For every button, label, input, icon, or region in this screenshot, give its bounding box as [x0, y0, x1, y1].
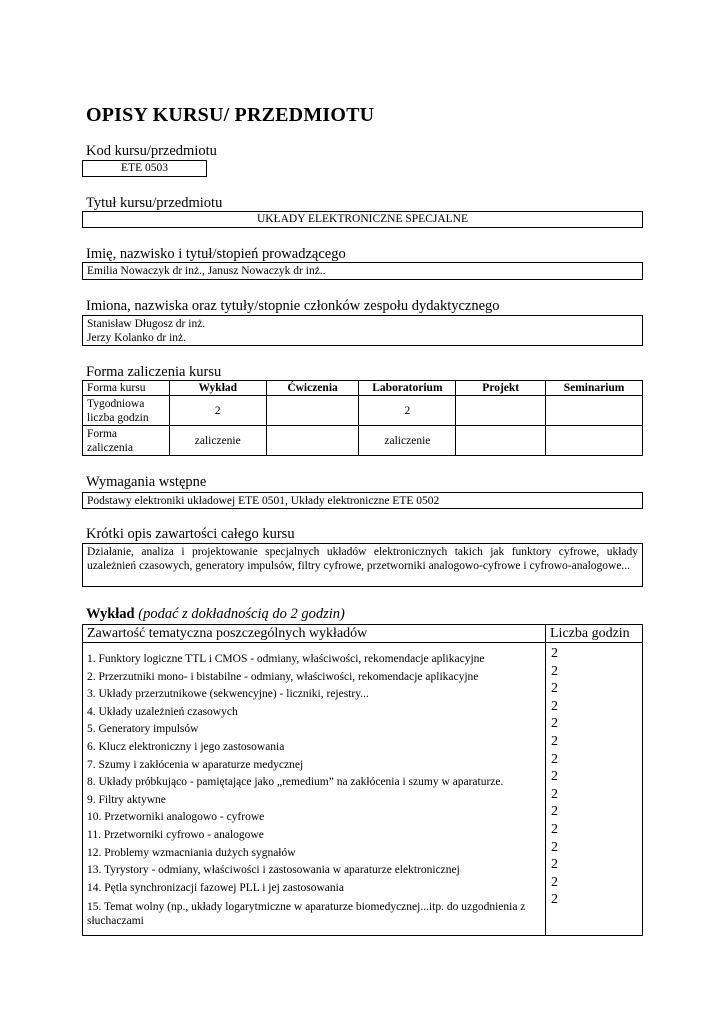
prerequisites-field [82, 492, 643, 509]
lecture-topic: 3. Układy przerzutnikowe (sekwencyjne) - liczniki, rejestry... [87, 688, 369, 701]
table-cell [266, 396, 359, 426]
lecture-hours: 2 [551, 857, 558, 873]
header-cell: Wykład [169, 381, 266, 396]
document-title: OPISY KURSU/ PRZEDMIOTU [86, 104, 375, 126]
table-cell: zaliczenie [359, 426, 456, 456]
team-label: Imiona, nazwiska oraz tytuły/stopnie członków zespołu dydaktycznego [86, 298, 500, 314]
lecture-hours: 2 [551, 892, 558, 908]
course-title-label: Tytuł kursu/przedmiotu [86, 195, 223, 211]
team-field [82, 315, 643, 346]
lectures-heading-bold: Wykład [86, 606, 135, 622]
lecture-hours: 2 [551, 751, 558, 767]
lecture-hours: 2 [551, 786, 558, 802]
lecture-topic: 8. Układy próbkująco - pamiętające jako „remedium” na zakłócenia i szumy w aparaturze. [87, 776, 504, 789]
lectures-heading [86, 606, 345, 623]
lecture-topic: 9. Filtry aktywne [87, 793, 166, 806]
course-code-field [82, 160, 207, 177]
lecture-topic: 11. Przetworniki cyfrowo - analogowe [87, 828, 264, 841]
lecture-topic: 12. Problemy wzmacniania dużych sygnałów [87, 846, 296, 859]
row-label: Tygodniowa liczba godzin [83, 396, 170, 426]
assessment-header-row [83, 381, 643, 396]
lecture-hours: 2 [551, 874, 558, 890]
hours-list [546, 643, 642, 935]
header-cell: Projekt [456, 381, 546, 396]
lecture-topic: 5. Generatory impulsów [87, 723, 199, 736]
course-code-label: Kod kursu/przedmiotu [86, 143, 217, 159]
lecture-topic: 14. Pętla synchronizacji fazowej PLL i jej zastosowania [87, 881, 344, 894]
lecture-topic: 6. Klucz elektroniczny i jego zastosowania [87, 740, 285, 753]
table-cell [546, 396, 643, 426]
prerequisites-value: Podstawy elektroniki układowej ETE 0501, Układy elektroniczne ETE 0502 [87, 495, 440, 507]
lecture-topic: 7. Szumy i zakłócenia w aparaturze medycznej [87, 758, 304, 771]
course-title-value: UKŁADY ELEKTRONICZNE SPECJALNE [256, 213, 469, 225]
topic-column-header: Zawartość tematyczna poszczególnych wykładów [83, 625, 546, 643]
row-label: Forma zaliczenia [83, 426, 170, 456]
header-cell: Laboratorium [359, 381, 456, 396]
topics-list [83, 643, 546, 935]
lecture-topic: 2. Przerzutniki mono- i bistabilne - odmiany, właściwości, rekomendacje aplikacyjne [87, 670, 479, 683]
table-cell: 2 [169, 396, 266, 426]
table-cell [456, 396, 546, 426]
prerequisites-label: Wymagania wstępne [86, 474, 207, 490]
table-cell: 2 [359, 396, 456, 426]
table-cell: zaliczenie [169, 426, 266, 456]
summary-value: Działanie, analiza i projektowanie specjalnych układów elektronicznych takich jak funktory cyfrowe, układy uzależnień czasowych, generatory impulsów, filtry cyfrowe, przetworniki analogowo-cyfrowe i cyfrowo-analogowe... [87, 546, 638, 572]
header-cell: Forma kursu [83, 381, 170, 396]
lecture-topic: 10. Przetworniki analogowo - cyfrowe [87, 811, 265, 824]
table-cell [456, 426, 546, 456]
summary-label: Krótki opis zawartości całego kursu [86, 526, 295, 542]
assessment-table [82, 380, 643, 456]
lecture-hours: 2 [551, 698, 558, 714]
lecture-hours: 2 [551, 804, 558, 820]
header-cell: Ćwiczenia [266, 381, 359, 396]
lecturer-field [82, 262, 643, 280]
course-title-field [82, 211, 643, 228]
team-member: Stanisław Długosz dr inż. [87, 318, 206, 330]
lecture-hours: 2 [551, 733, 558, 749]
summary-field [82, 543, 643, 587]
assessment-row [83, 426, 643, 456]
lecturer-label: Imię, nazwisko i tytuł/stopień prowadzącego [86, 246, 346, 262]
team-member: Jerzy Kolanko dr inż. [87, 332, 186, 344]
lecture-hours: 2 [551, 681, 558, 697]
hours-column-header: Liczba godzin [546, 625, 642, 643]
lectures-heading-note: (podać z dokładnością do 2 godzin) [138, 606, 345, 622]
lectures-table [82, 624, 643, 936]
course-code-value: ETE 0503 [121, 162, 168, 174]
lecture-hours: 2 [551, 646, 558, 661]
lecture-hours: 2 [551, 769, 558, 785]
lecture-hours: 2 [551, 716, 558, 732]
assessment-row [83, 396, 643, 426]
lecturer-value: Emilia Nowaczyk dr inż., Janusz Nowaczyk dr inż.. [87, 265, 326, 277]
assessment-label: Forma zaliczenia kursu [86, 364, 222, 380]
table-cell [266, 426, 359, 456]
lecture-hours: 2 [551, 839, 558, 855]
table-cell [546, 426, 643, 456]
lecture-topic: 4. Układy uzależnień czasowych [87, 705, 238, 718]
lecture-hours: 2 [551, 821, 558, 837]
lecture-topic: 15. Temat wolny (np., układy logarytmiczne w aparaturze biomedycznej...itp. do uzgodnienia z słuchaczami [87, 901, 526, 928]
lecture-hours: 2 [551, 663, 558, 679]
lecture-topic: 1. Funktory logiczne TTL i CMOS - odmiany, właściwości, rekomendacje aplikacyjne [87, 653, 485, 665]
lecture-topic: 13. Tyrystory - odmiany, właściwości i zastosowania w aparaturze elektronicznej [87, 864, 460, 877]
header-cell: Seminarium [546, 381, 643, 396]
